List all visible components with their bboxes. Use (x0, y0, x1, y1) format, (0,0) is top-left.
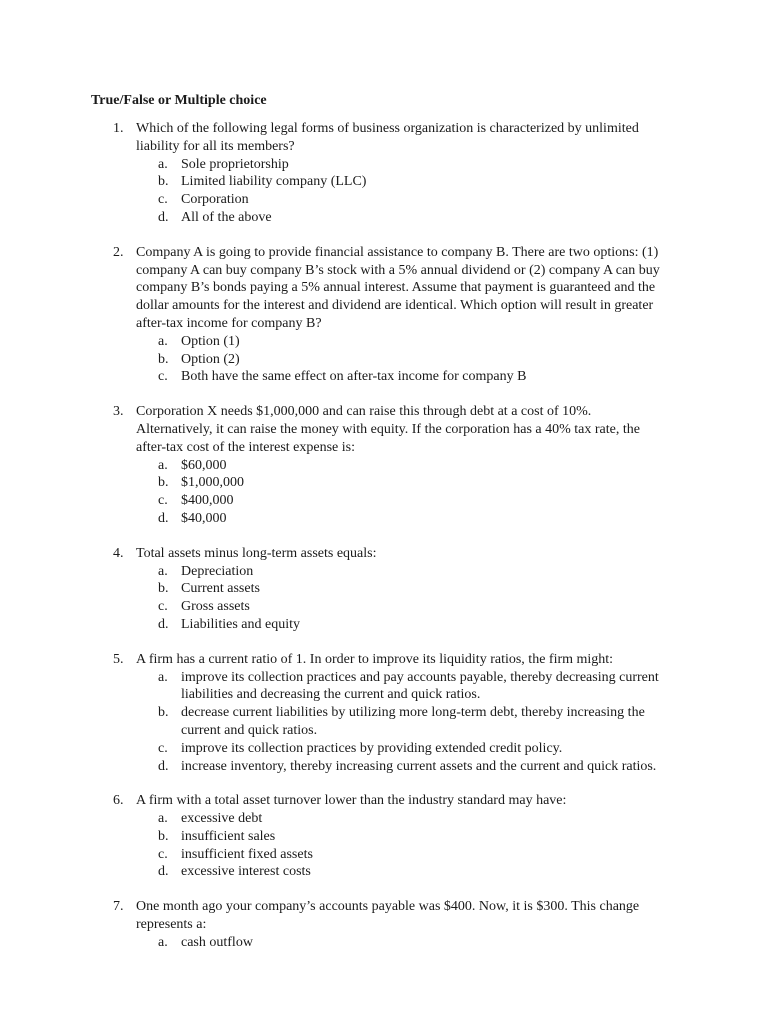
question-text: Company A is going to provide financial assistance to company B. There are two options: (1) company A can buy company B’s stock with a 5% annual dividend or (2) company A can buy company B’s bonds paying a 5% annual interest. Assume that payment is guaranteed and the dollar amounts for the interest and dividend are identical. Which option will result in greater after-tax income for company B? (136, 244, 660, 331)
option-letter: b. (158, 351, 169, 367)
answer-option (0, 474, 768, 492)
option-text: improve its collection practices and pay accounts payable, thereby decreasing current liabilities and decreasing the current and quick ratios. (181, 669, 659, 703)
option-letter: c. (158, 846, 168, 862)
option-letter: a. (158, 457, 168, 473)
answer-option (0, 580, 768, 598)
question-text: Which of the following legal forms of business organization is characterized by unlimited liability for all its members? (136, 121, 639, 154)
answer-options (0, 156, 768, 227)
option-text: Option (1) (181, 333, 240, 349)
option-letter: c. (158, 369, 168, 385)
answer-option (0, 191, 768, 209)
option-letter: b. (158, 705, 169, 721)
question-item (0, 545, 768, 634)
answer-options (0, 563, 768, 634)
option-text: excessive debt (181, 811, 263, 827)
option-letter: d. (158, 510, 169, 526)
question-number: 5. (113, 651, 124, 667)
answer-option (0, 510, 768, 528)
option-text: insufficient sales (181, 828, 276, 844)
option-text: insufficient fixed assets (181, 846, 313, 862)
option-text: Corporation (181, 192, 249, 208)
answer-option (0, 368, 768, 386)
option-letter: d. (158, 616, 169, 632)
option-text: Gross assets (181, 599, 250, 615)
answer-options (0, 810, 768, 881)
option-letter: d. (158, 209, 169, 225)
answer-option (0, 704, 768, 740)
question-item (0, 651, 768, 776)
question-item (0, 244, 768, 386)
section-heading: True/False or Multiple choice (91, 93, 267, 108)
option-text: excessive interest costs (181, 864, 311, 880)
answer-option (0, 758, 768, 776)
option-text: $1,000,000 (181, 475, 244, 491)
question-number: 3. (113, 404, 124, 420)
answer-option (0, 863, 768, 881)
option-letter: d. (158, 864, 169, 880)
answer-option (0, 934, 768, 952)
option-letter: a. (158, 669, 168, 685)
question-number: 1. (113, 121, 124, 136)
answer-options (0, 333, 768, 386)
option-text: Depreciation (181, 563, 254, 579)
question-number: 4. (113, 545, 124, 561)
option-letter: c. (158, 493, 168, 509)
answer-option (0, 156, 768, 174)
answer-option (0, 828, 768, 846)
question-text: Total assets minus long-term assets equals: (136, 545, 377, 561)
answer-option (0, 810, 768, 828)
question-text: Corporation X needs $1,000,000 and can raise this through debt at a cost of 10%. Alternatively, it can raise the money with equity. If the corporation has a 40% tax rate, the after-tax cost of the interest expense is: (136, 404, 640, 455)
answer-option (0, 563, 768, 581)
option-text: Limited liability company (LLC) (181, 174, 367, 190)
answer-options (0, 669, 768, 776)
option-text: improve its collection practices by providing extended credit policy. (181, 740, 563, 756)
question-item (0, 403, 768, 528)
question-number: 2. (113, 244, 124, 260)
question-number: 7. (113, 899, 124, 915)
option-text: $400,000 (181, 493, 234, 509)
option-letter: d. (158, 758, 169, 774)
answer-options (0, 457, 768, 528)
option-text: Both have the same effect on after-tax income for company B (181, 369, 527, 385)
answer-option (0, 351, 768, 369)
option-text: Sole proprietorship (181, 156, 289, 172)
answer-option (0, 616, 768, 634)
option-text: cash outflow (181, 934, 253, 950)
question-item (0, 898, 768, 951)
answer-option (0, 492, 768, 510)
option-letter: a. (158, 934, 168, 950)
question-item (0, 792, 768, 881)
option-letter: a. (158, 156, 168, 172)
question-text: A firm has a current ratio of 1. In order to improve its liquidity ratios, the firm might: (136, 651, 614, 667)
answer-option (0, 669, 768, 705)
option-text: $60,000 (181, 457, 227, 473)
option-text: increase inventory, thereby increasing current assets and the current and quick ratios. (181, 758, 657, 774)
option-letter: a. (158, 333, 168, 349)
answer-option (0, 740, 768, 758)
answer-option (0, 457, 768, 475)
option-letter: c. (158, 740, 168, 756)
answer-option (0, 598, 768, 616)
option-letter: b. (158, 828, 169, 844)
answer-options (0, 934, 768, 952)
option-letter: a. (158, 563, 168, 579)
option-letter: b. (158, 475, 169, 491)
option-text: Current assets (181, 581, 260, 597)
answer-option (0, 846, 768, 864)
option-letter: b. (158, 174, 169, 190)
answer-option (0, 333, 768, 351)
option-text: Liabilities and equity (181, 616, 300, 632)
question-text: One month ago your company’s accounts payable was $400. Now, it is $300. This change represents a: (136, 899, 640, 933)
option-letter: c. (158, 599, 168, 615)
option-letter: b. (158, 581, 169, 597)
option-text: Option (2) (181, 351, 240, 367)
question-item (0, 120, 768, 227)
option-text: $40,000 (181, 510, 227, 526)
option-text: All of the above (181, 209, 272, 225)
answer-option (0, 209, 768, 227)
option-text: decrease current liabilities by utilizing more long-term debt, thereby increasing the current and quick ratios. (181, 705, 645, 738)
question-number: 6. (113, 793, 124, 809)
question-text: A firm with a total asset turnover lower than the industry standard may have: (136, 793, 567, 809)
question-list (0, 120, 768, 969)
answer-option (0, 173, 768, 191)
option-letter: a. (158, 811, 168, 827)
option-letter: c. (158, 192, 168, 208)
